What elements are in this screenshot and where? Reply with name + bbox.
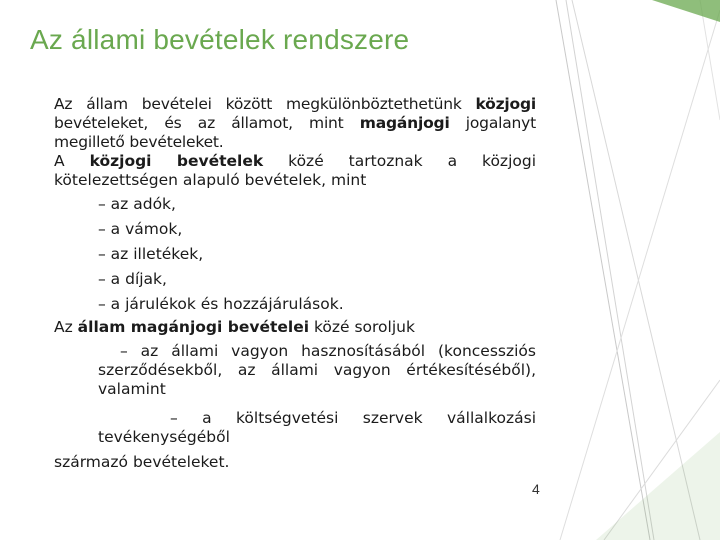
list-item: – a vámok,: [98, 220, 183, 238]
paragraph-private: [54, 318, 536, 337]
page-number: 4: [532, 481, 540, 497]
public-text-2: közé tartoznak a közjogi kötelezettségen alapuló bevételek, mint: [54, 152, 537, 189]
deco-line-2: [566, 0, 654, 540]
paragraph-state-assets: – az állami vagyon hasznosításából (koncessziós szerződésekből, az állami vagyon értékesítéséből), valamint: [98, 342, 536, 398]
slide-body: [54, 95, 536, 472]
intro-text-1: Az állam bevételei között megkülönböztethetünk: [54, 95, 476, 113]
intro-bold-2: magánjogi: [359, 114, 450, 132]
paragraph-closing: származó bevételeket.: [54, 453, 230, 471]
deco-triangle-top: [652, 0, 720, 22]
public-text-1: A: [54, 152, 90, 170]
intro-text-3: jogalanyt megillető bevételeket.: [54, 114, 536, 151]
intro-text-2: bevételeket, és az államot, mint: [54, 114, 360, 132]
list-item: – az illetékek,: [98, 245, 204, 263]
paragraph-budget-orgs: – a költségvetési szervek vállalkozási tevékenységéből: [98, 409, 536, 446]
private-bold: állam magánjogi bevételei: [77, 318, 310, 336]
list-item: – a járulékok és hozzájárulások.: [98, 295, 344, 313]
paragraph-intro: [54, 95, 536, 152]
intro-bold-1: közjogi: [475, 95, 536, 113]
paragraph-public: [54, 152, 536, 190]
slide-title: Az állami bevételek rendszere: [30, 24, 410, 55]
private-text-1: Az: [54, 318, 78, 336]
list-item: – a díjak,: [98, 270, 167, 288]
private-text-2: közé soroljuk: [309, 318, 415, 336]
deco-triangle-bottom: [596, 432, 720, 540]
public-bold: közjogi bevételek: [89, 152, 264, 170]
list-item: – az adók,: [98, 195, 176, 213]
